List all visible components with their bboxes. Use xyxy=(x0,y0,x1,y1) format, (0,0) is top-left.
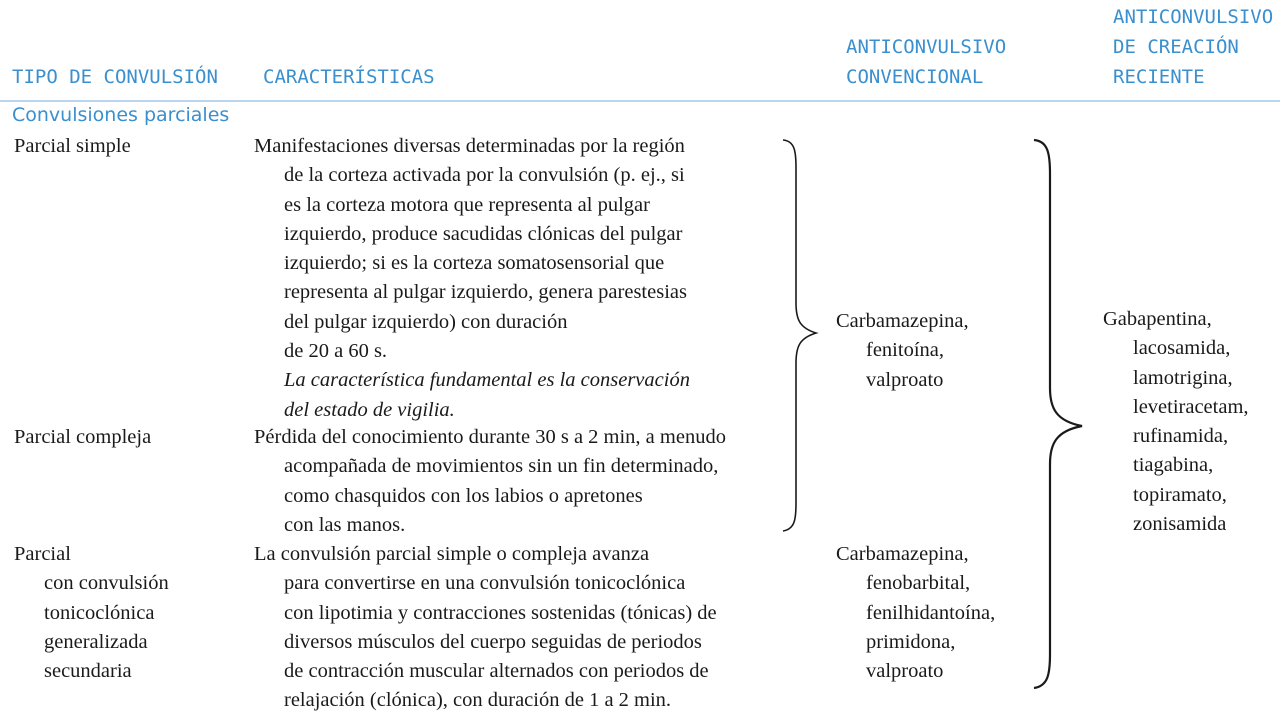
brace-large xyxy=(1030,138,1090,698)
desc-line: de contracción muscular alternados con periodos de xyxy=(284,660,709,683)
conventional-drugs-2 xyxy=(836,540,995,686)
desc-line: relajación (clónica), con duración de 1 a 2 min. xyxy=(284,689,672,712)
drug-line: valproato xyxy=(866,660,944,683)
type-line: Parcial xyxy=(14,543,71,565)
drug-line: lamotrigina, xyxy=(1133,366,1233,389)
row-desc-parcial-compleja xyxy=(254,423,726,540)
desc-line: La convulsión parcial simple o compleja avanza xyxy=(254,543,650,565)
desc-line: para convertirse en una convulsión tonicoclónica xyxy=(284,572,686,595)
section-title: Convulsiones parciales xyxy=(12,104,230,126)
drug-line: fenilhidantoína, xyxy=(866,601,996,624)
type-line: con convulsión xyxy=(44,572,169,595)
drug-line: zonisamida xyxy=(1133,513,1227,536)
type-line: generalizada xyxy=(44,630,148,653)
desc-line: de la corteza activada por la convulsión (p. ej., si xyxy=(284,164,685,187)
brace-small xyxy=(780,138,820,538)
drug-line: Carbamazepina, xyxy=(836,310,969,332)
desc-line: es la corteza motora que representa al pulgar xyxy=(284,193,650,216)
header-reciente-line: DE CREACIÓN xyxy=(1113,36,1239,58)
header-caracteristicas-line: CARACTERÍSTICAS xyxy=(263,66,435,88)
row-desc-parcial-secundaria xyxy=(254,540,717,716)
type-line: tonicoclónica xyxy=(44,601,155,624)
desc-line: de 20 a 60 s. xyxy=(284,340,388,363)
header-convencional-line: ANTICONVULSIVO xyxy=(846,36,1007,58)
desc-line: Manifestaciones diversas determinadas por la región xyxy=(254,135,685,157)
drug-line: tiagabina, xyxy=(1133,454,1214,477)
row-type-parcial-simple xyxy=(14,132,131,161)
desc-line: Pérdida del conocimiento durante 30 s a 2 min, a menudo xyxy=(254,426,726,448)
desc-line: acompañada de movimientos sin un fin determinado, xyxy=(284,455,719,478)
drug-line: lacosamida, xyxy=(1133,337,1231,360)
desc-italic-line: La característica fundamental es la conservación xyxy=(284,369,690,392)
type-line: secundaria xyxy=(44,660,132,683)
desc-line: representa al pulgar izquierdo, genera parestesias xyxy=(284,281,687,304)
header-divider xyxy=(0,100,1280,102)
header-reciente-line: RECIENTE xyxy=(1113,66,1205,88)
desc-italic-line: del estado de vigilia. xyxy=(284,398,455,421)
row-desc-parcial-simple xyxy=(254,132,690,425)
header-caracteristicas xyxy=(263,62,435,92)
drug-line: levetiracetam, xyxy=(1133,395,1249,418)
drug-line: Gabapentina, xyxy=(1103,308,1212,330)
conventional-drugs-1 xyxy=(836,307,969,395)
row-type-parcial-secundaria xyxy=(14,540,169,686)
drug-line: fenobarbital, xyxy=(866,572,971,595)
desc-line: izquierdo; si es la corteza somatosensorial que xyxy=(284,252,665,275)
desc-line: con lipotimia y contracciones sostenidas (tónicas) de xyxy=(284,601,717,624)
new-drugs xyxy=(1103,305,1249,539)
header-convencional-line: CONVENCIONAL xyxy=(846,66,984,88)
header-tipo-line: TIPO DE CONVULSIÓN xyxy=(12,66,218,88)
drug-line: fenitoína, xyxy=(866,339,944,362)
drug-line: rufinamida, xyxy=(1133,425,1229,448)
header-reciente xyxy=(1113,2,1273,92)
desc-line: diversos músculos del cuerpo seguidas de periodos xyxy=(284,630,702,653)
type-line: Parcial simple xyxy=(14,135,131,157)
header-convencional xyxy=(846,32,1006,92)
drug-line: primidona, xyxy=(866,630,956,653)
row-type-parcial-compleja xyxy=(14,423,151,452)
type-line: Parcial compleja xyxy=(14,426,152,448)
drug-line: valproato xyxy=(866,368,944,391)
desc-line: izquierdo, produce sacudidas clónicas del pulgar xyxy=(284,222,683,245)
drug-line: Carbamazepina, xyxy=(836,543,969,565)
drug-line: topiramato, xyxy=(1133,483,1227,506)
desc-line: con las manos. xyxy=(284,513,406,536)
header-tipo xyxy=(12,62,218,92)
desc-line: del pulgar izquierdo) con duración xyxy=(284,310,568,333)
header-reciente-line: ANTICONVULSIVO xyxy=(1113,6,1274,28)
desc-line: como chasquidos con los labios o apretones xyxy=(284,484,643,507)
